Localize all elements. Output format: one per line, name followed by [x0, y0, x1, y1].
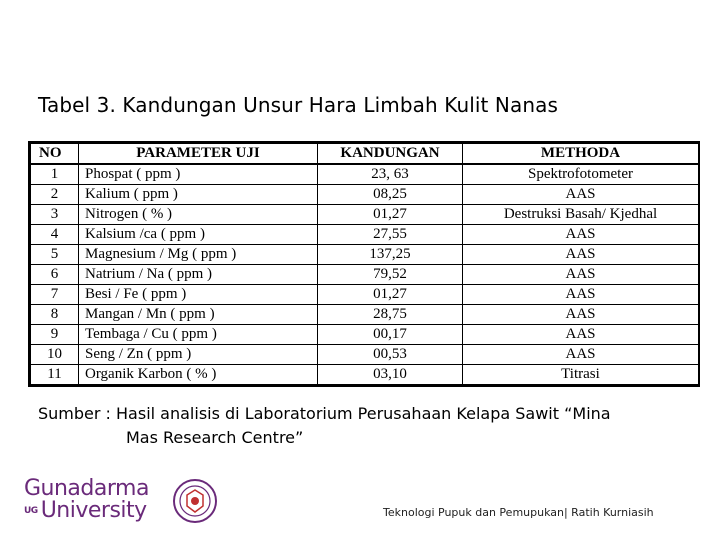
- cell-no: 4: [31, 225, 79, 245]
- cell-parameter: Magnesium / Mg ( ppm ): [79, 245, 318, 265]
- source-line-2: Mas Research Centre”: [126, 428, 304, 447]
- cell-methoda: AAS: [463, 245, 699, 265]
- table-row: [31, 164, 699, 185]
- cell-kandungan: 79,52: [318, 265, 463, 285]
- logo-line-2: [24, 500, 149, 522]
- table-row: [31, 365, 699, 385]
- cell-no: 7: [31, 285, 79, 305]
- nutrient-table: [28, 141, 700, 387]
- cell-methoda: Destruksi Basah/ Kjedhal: [463, 205, 699, 225]
- cell-methoda: Spektrofotometer: [463, 164, 699, 185]
- cell-methoda: AAS: [463, 345, 699, 365]
- cell-parameter: Mangan / Mn ( ppm ): [79, 305, 318, 325]
- table-row: [31, 305, 699, 325]
- university-seal-icon: [172, 478, 218, 524]
- logo-wordmark: [24, 478, 149, 522]
- cell-methoda: Titrasi: [463, 365, 699, 385]
- table-row: [31, 345, 699, 365]
- cell-methoda: AAS: [463, 265, 699, 285]
- header-parameter: PARAMETER UJI: [79, 144, 318, 165]
- cell-methoda: AAS: [463, 305, 699, 325]
- table-row: [31, 325, 699, 345]
- cell-no: 10: [31, 345, 79, 365]
- logo-line-2-text: University: [40, 498, 147, 523]
- source-note: [38, 402, 698, 450]
- cell-kandungan: 08,25: [318, 185, 463, 205]
- source-line-1: Sumber : Hasil analisis di Laboratorium Perusahaan Kelapa Sawit “Mina: [38, 404, 611, 423]
- cell-parameter: Tembaga / Cu ( ppm ): [79, 325, 318, 345]
- cell-kandungan: 27,55: [318, 225, 463, 245]
- gunadarma-logo: [24, 478, 224, 534]
- table-row: [31, 245, 699, 265]
- cell-no: 2: [31, 185, 79, 205]
- cell-parameter: Natrium / Na ( ppm ): [79, 265, 318, 285]
- cell-methoda: AAS: [463, 225, 699, 245]
- cell-methoda: AAS: [463, 325, 699, 345]
- logo-ug: UG: [24, 506, 38, 516]
- table-row: [31, 265, 699, 285]
- slide-title: Tabel 3. Kandungan Unsur Hara Limbah Kulit Nanas: [38, 93, 559, 117]
- cell-parameter: Besi / Fe ( ppm ): [79, 285, 318, 305]
- table-header-row: [31, 144, 699, 165]
- table-row: [31, 285, 699, 305]
- header-methoda: METHODA: [463, 144, 699, 165]
- header-kandungan: KANDUNGAN: [318, 144, 463, 165]
- cell-kandungan: 00,53: [318, 345, 463, 365]
- cell-no: 1: [31, 164, 79, 185]
- cell-methoda: AAS: [463, 285, 699, 305]
- cell-no: 6: [31, 265, 79, 285]
- cell-no: 5: [31, 245, 79, 265]
- table-row: [31, 205, 699, 225]
- cell-kandungan: 00,17: [318, 325, 463, 345]
- cell-kandungan: 23, 63: [318, 164, 463, 185]
- cell-no: 11: [31, 365, 79, 385]
- cell-no: 3: [31, 205, 79, 225]
- cell-parameter: Nitrogen ( % ): [79, 205, 318, 225]
- header-no: NO: [31, 144, 79, 165]
- cell-kandungan: 137,25: [318, 245, 463, 265]
- table-row: [31, 185, 699, 205]
- cell-parameter: Kalsium /ca ( ppm ): [79, 225, 318, 245]
- cell-no: 8: [31, 305, 79, 325]
- cell-parameter: Phospat ( ppm ): [79, 164, 318, 185]
- footer-credit: Teknologi Pupuk dan Pemupukan| Ratih Kurniasih: [383, 506, 654, 519]
- table-row: [31, 225, 699, 245]
- cell-parameter: Organik Karbon ( % ): [79, 365, 318, 385]
- cell-methoda: AAS: [463, 185, 699, 205]
- logo-line-1: Gunadarma: [24, 476, 149, 501]
- cell-parameter: Seng / Zn ( ppm ): [79, 345, 318, 365]
- cell-kandungan: 03,10: [318, 365, 463, 385]
- cell-kandungan: 28,75: [318, 305, 463, 325]
- cell-kandungan: 01,27: [318, 285, 463, 305]
- cell-no: 9: [31, 325, 79, 345]
- cell-kandungan: 01,27: [318, 205, 463, 225]
- cell-parameter: Kalium ( ppm ): [79, 185, 318, 205]
